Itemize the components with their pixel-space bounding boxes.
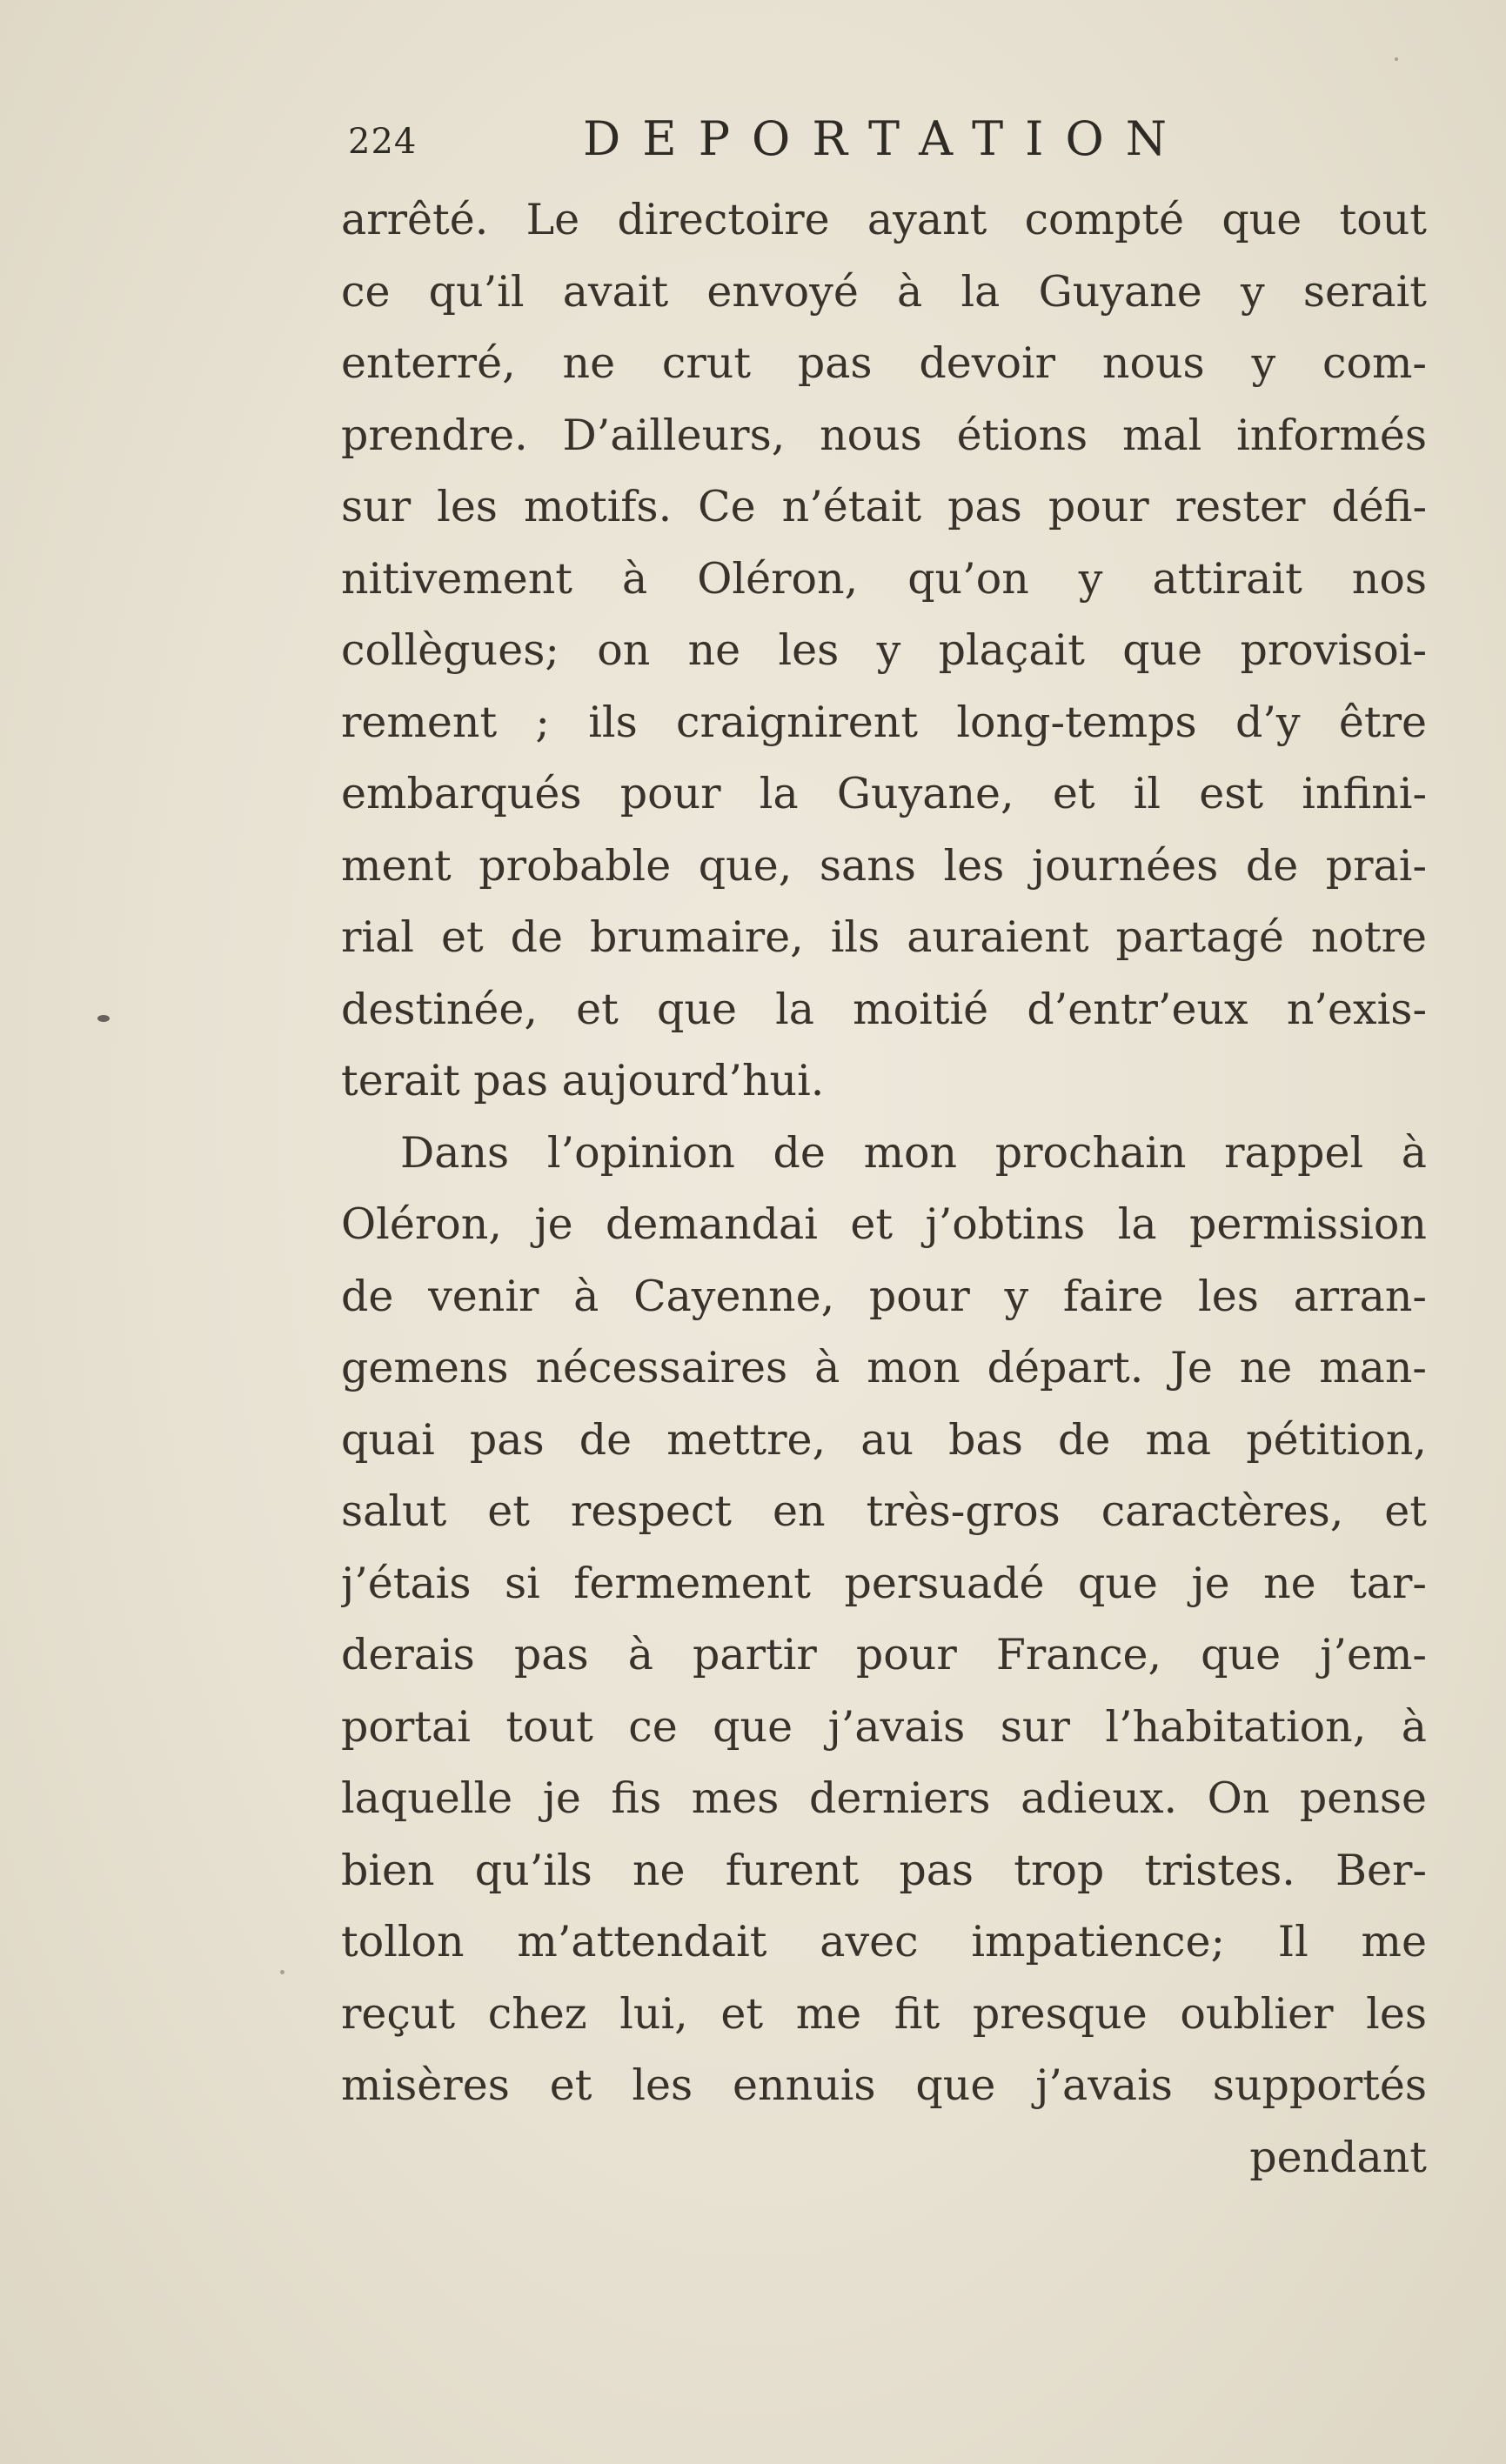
ink-speck — [97, 1015, 110, 1022]
text-line: bien qu’ils ne furent pas trop tristes. Ber- — [341, 1845, 1427, 1895]
text-line: collègues; on ne les y plaçait que provisoi- — [341, 625, 1427, 675]
text-line: de venir à Cayenne, pour y faire les arran- — [341, 1271, 1427, 1321]
text-line: j’étais si fermement persuadé que je ne tar- — [341, 1558, 1427, 1608]
text-line: destinée, et que la moitié d’entr’eux n’exis- — [341, 984, 1427, 1034]
text-line: sur les motifs. Ce n’était pas pour rester défi- — [341, 482, 1427, 531]
text-line: derais pas à partir pour France, que j’em- — [341, 1630, 1427, 1679]
text-line: salut et respect en très-gros caractères, et — [341, 1486, 1427, 1536]
body-text — [341, 184, 1427, 2194]
text-line: arrêté. Le directoire ayant compté que tout — [341, 195, 1427, 244]
text-line: ment probable que, sans les journées de prai- — [341, 840, 1427, 891]
paragraph-end-line: terait pas aujourd’hui. — [341, 1056, 825, 1105]
text-line: gemens nécessaires à mon départ. Je ne man- — [341, 1343, 1427, 1392]
catchword: pendant — [1249, 2132, 1427, 2182]
ink-speck — [1395, 57, 1398, 61]
text-line: rial et de brumaire, ils auraient partagé notre — [341, 912, 1427, 962]
text-line: tollon m’attendait avec impatience; Il me — [341, 1917, 1427, 1967]
page-number: 224 — [348, 122, 418, 162]
text-line: reçut chez lui, et me fit presque oublier les — [341, 1988, 1427, 2039]
text-line: ce qu’il avait envoyé à la Guyane y serait — [341, 266, 1427, 317]
text-line: embarqués pour la Guyane, et il est infini- — [341, 769, 1427, 818]
text-line: enterré, ne crut pas devoir nous y com- — [341, 338, 1427, 388]
ink-speck — [280, 1970, 284, 1974]
page-header — [348, 111, 1436, 172]
paragraph-start-line: Dans l’opinion de mon prochain rappel à — [400, 1127, 1427, 1178]
text-line: portai tout ce que j’avais sur l’habitation, à — [341, 1701, 1427, 1752]
text-line: nitivement à Oléron, qu’on y attirait nos — [341, 553, 1427, 604]
text-line: quai pas de mettre, au bas de ma pétition, — [341, 1414, 1427, 1465]
text-line: prendre. D’ailleurs, nous étions mal informés — [341, 410, 1427, 460]
text-line: laquelle je fis mes derniers adieux. On pense — [341, 1773, 1427, 1823]
text-line: misères et les ennuis que j’avais supportés — [341, 2060, 1427, 2110]
running-head: DEPORTATION — [583, 111, 1189, 166]
text-line: Oléron, je demandai et j’obtins la permission — [341, 1199, 1427, 1249]
text-line: rement ; ils craignirent long-temps d’y être — [341, 697, 1427, 747]
